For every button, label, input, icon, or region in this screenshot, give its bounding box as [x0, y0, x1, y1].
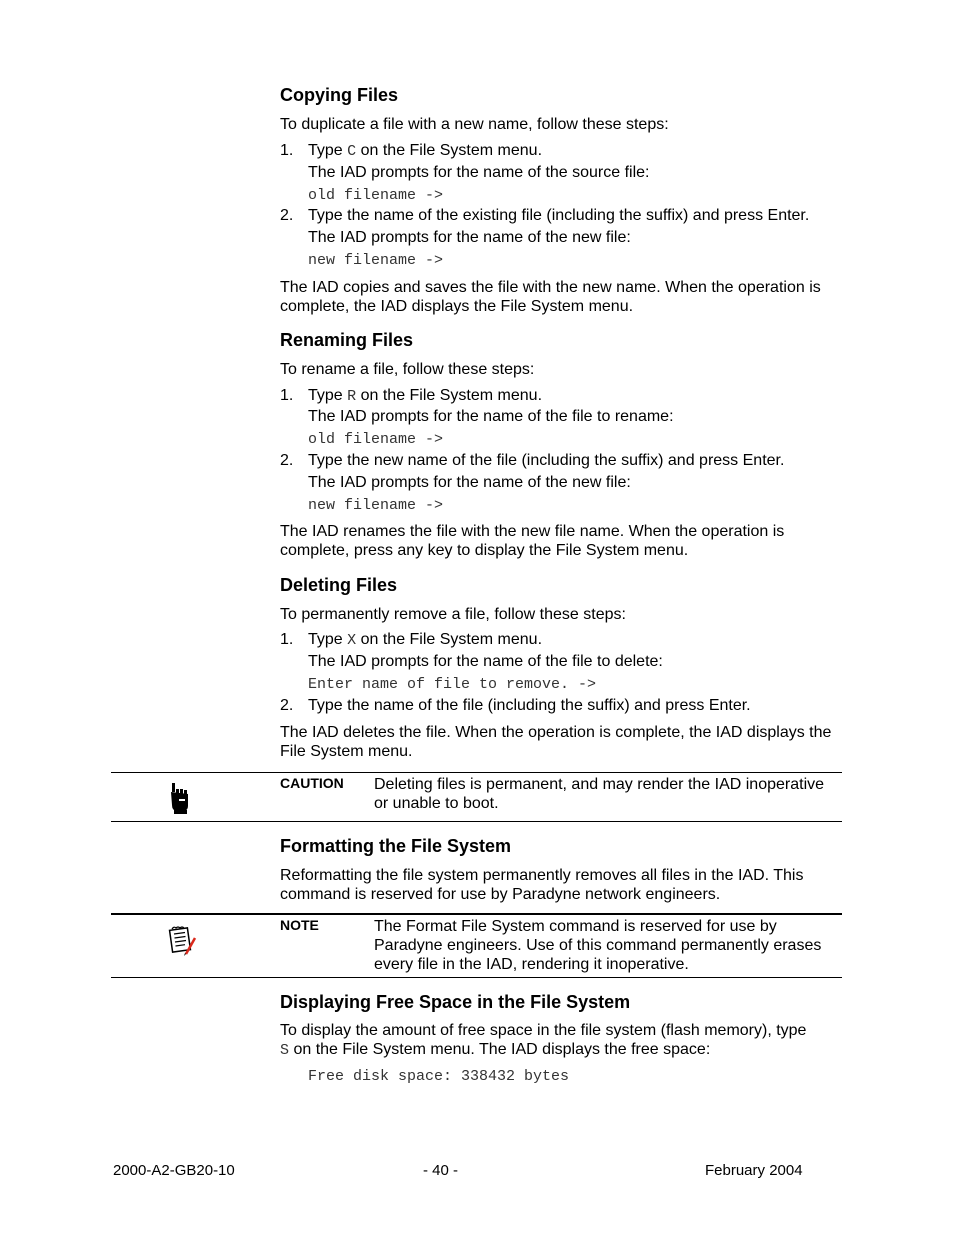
- note-text: The Format File System command is reserved for use by Paradyne engineers. Use of this command permanently erases every file in the IAD, rendering it inoperative.: [374, 918, 822, 973]
- section-heading-renaming: Renaming Files: [280, 330, 414, 350]
- deleting-outro: The IAD deletes the file. When the operation is complete, the IAD displays the File System menu.: [280, 724, 832, 760]
- footer-page-number: - 40 -: [423, 1162, 459, 1179]
- renaming-step-1: Type R on the File System menu.: [308, 387, 543, 405]
- key-r: R: [347, 388, 357, 405]
- deleting-step-1: Type X on the File System menu.: [308, 631, 543, 649]
- copying-step-1-result: The IAD prompts for the name of the source file:: [308, 164, 650, 181]
- key-s: S: [280, 1042, 290, 1059]
- code-prompt: Enter name of file to remove. ->: [308, 676, 597, 693]
- caution-label: CAUTION: [280, 775, 344, 791]
- copying-step-1: Type C on the File System menu.: [308, 142, 543, 160]
- deleting-step-1-result: The IAD prompts for the name of the file to delete:: [308, 653, 663, 670]
- note-label: NOTE: [280, 917, 319, 933]
- step-number: 2.: [280, 697, 294, 714]
- copying-outro: The IAD copies and saves the file with the new name. When the operation is complete, the IAD displays the File System menu.: [280, 279, 821, 315]
- footer-doc-number: 2000-A2-GB20-10: [113, 1162, 235, 1179]
- deleting-intro: To permanently remove a file, follow these steps:: [280, 606, 626, 623]
- section-heading-formatting: Formatting the File System: [280, 836, 512, 856]
- renaming-step-1-result: The IAD prompts for the name of the file to rename:: [308, 408, 674, 425]
- code-output: Free disk space: 338432 bytes: [308, 1068, 570, 1085]
- renaming-step-2-result: The IAD prompts for the name of the new file:: [308, 474, 631, 491]
- formatting-text: Reformatting the file system permanently removes all files in the IAD. This command is reserved for use by Paradyne network engineers.: [280, 867, 804, 903]
- note-top-rule: [111, 913, 842, 915]
- section-heading-freespace: Displaying Free Space in the File System: [280, 992, 631, 1012]
- copying-step-2: Type the name of the existing file (including the suffix) and press Enter.: [308, 207, 810, 224]
- caution-hand-icon: [166, 781, 194, 815]
- copying-intro: To duplicate a file with a new name, follow these steps:: [280, 116, 669, 133]
- code-prompt: new filename ->: [308, 497, 444, 514]
- caution-bottom-rule: [111, 821, 842, 822]
- renaming-intro: To rename a file, follow these steps:: [280, 361, 535, 378]
- step-number: 1.: [280, 631, 294, 648]
- code-prompt: old filename ->: [308, 431, 444, 448]
- footer-date: February 2004: [705, 1162, 803, 1179]
- step-number: 2.: [280, 207, 294, 224]
- section-heading-copying: Copying Files: [280, 85, 399, 105]
- key-x: X: [347, 632, 357, 649]
- step-number: 1.: [280, 387, 294, 404]
- freespace-text: To display the amount of free space in the file system (flash memory), type S on the File System menu. The IAD displays the free space:: [280, 1022, 807, 1059]
- key-c: C: [347, 143, 357, 160]
- note-pad-icon: [168, 925, 198, 957]
- caution-text: Deleting files is permanent, and may render the IAD inoperative or unable to boot.: [374, 776, 825, 812]
- caution-top-rule: [111, 772, 842, 773]
- renaming-step-2: Type the new name of the file (including the suffix) and press Enter.: [308, 452, 785, 469]
- code-prompt: old filename ->: [308, 187, 444, 204]
- note-bottom-rule: [111, 977, 842, 978]
- copying-step-2-result: The IAD prompts for the name of the new file:: [308, 229, 631, 246]
- section-heading-deleting: Deleting Files: [280, 575, 398, 595]
- deleting-step-2: Type the name of the file (including the suffix) and press Enter.: [308, 697, 751, 714]
- renaming-outro: The IAD renames the file with the new file name. When the operation is complete, press any key to display the File System menu.: [280, 523, 785, 559]
- code-prompt: new filename ->: [308, 252, 444, 269]
- step-number: 1.: [280, 142, 294, 159]
- step-number: 2.: [280, 452, 294, 469]
